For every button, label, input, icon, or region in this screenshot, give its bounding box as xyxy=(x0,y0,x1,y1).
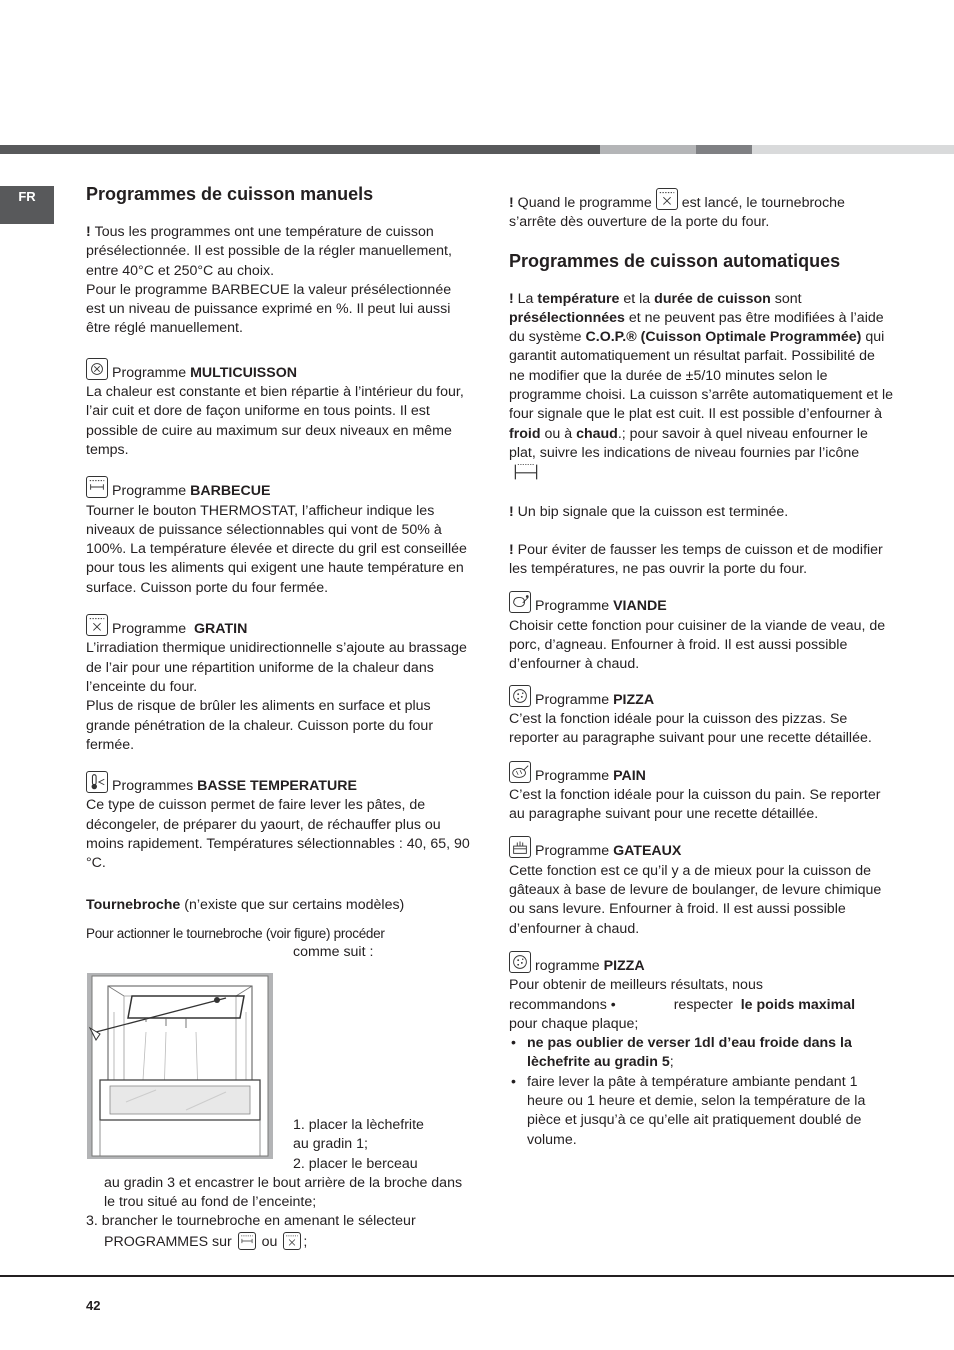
meat-icon xyxy=(509,591,531,613)
program-gateaux: Programme GATEAUX Cette fonction est ce qu’il y a de mieux pour la cuisson de gâteaux à base de levure de boulanger, de levure chimique ou sans levure. Enfourner à froid. Il est aussi possible d’enfourner à chaud. xyxy=(509,836,894,938)
right-column xyxy=(509,188,894,1150)
door-note: ! Pour éviter de fausser les temps de cuisson et de modifier les températures, ne pas ouvrir la porte du four. xyxy=(509,541,883,578)
program-pain: Programme PAIN C’est la fonction idéale pour la cuisson du pain. Se reporter au paragraphe suivant pour une recette détaillée. xyxy=(509,761,894,825)
program-viande: Programme VIANDE Choisir cette fonction pour cuisiner de la viande de veau, de porc, d’agneau. Enfourner à froid. Il est aussi possible d’enfourner à chaud. xyxy=(509,591,894,674)
fan-icon xyxy=(86,358,108,380)
footer-rule xyxy=(0,1275,954,1277)
intro-note-2: Pour le programme BARBECUE la valeur présélectionnée est un niveau de puissance exprimé en %. Il peut lui aussi être réglé manuellement. xyxy=(86,281,452,337)
page-number: 42 xyxy=(86,1298,101,1313)
intro-note: ! Tous les programmes ont une température de cuisson présélectionnée. Il est possible de la régler manuellement, entre 40°C et 250°C au choix. xyxy=(86,224,452,279)
rotisserie-intro-2: comme suit : xyxy=(293,944,374,961)
left-column xyxy=(86,183,471,963)
program-gratin: Programme GRATIN L’irradiation thermique unidirectionnelle s’ajoute au brassage de l’air pour une répartition uniforme de la chaleur dans l’enceinte du four. Plus de risque de brûler les aliments en surface et plus grande pénétration de la chaleur. Cuisson porte du four fermée. xyxy=(86,614,471,755)
rotisserie-title: Tournebroche (n’existe que sur certains modèles) xyxy=(86,896,405,913)
list-item: • faire lever la pâte à température ambiante pendant 1 heure ou 1 heure et demie, selon la température de la pièce et jusqu’à ce qu’elle ait pratiquement doublé de volume. xyxy=(509,1073,894,1150)
grill-fan-icon xyxy=(283,1232,301,1250)
program-basse-temperature: Programmes BASSE TEMPERATURE Ce type de cuisson permet de faire lever les pâtes, de décongeler, de préparer du yaourt, de réchauffer plus ou moins rapidement. Températures sélectionnables : 40, 65, 90 °C. xyxy=(86,771,471,873)
bip-note: ! Un bip signale que la cuisson est terminée. xyxy=(509,503,789,520)
pizza-icon xyxy=(509,951,531,973)
manual-programs-title: Programmes de cuisson manuels xyxy=(86,184,374,204)
auto-programs-title: Programmes de cuisson automatiques xyxy=(509,250,841,271)
rotisserie-door-note: ! Quand le programme est lancé, le tournebroche s’arrête dès ouverture de la porte du four. xyxy=(509,188,894,233)
pizza-icon xyxy=(509,685,531,707)
language-tab: FR xyxy=(0,186,54,224)
program-pizza: Programme PIZZA C’est la fonction idéale pour la cuisson des pizzas. Se reporter au paragraphe suivant pour une recette détaillée. xyxy=(509,685,894,749)
grill-fan-icon xyxy=(86,614,108,636)
rotisserie-intro: Pour actionner le tournebroche (voir figure) procéder xyxy=(86,925,385,941)
program-pizza-2: rogramme PIZZA Pour obtenir de meilleurs résultats, nous recommandons • respecter le poids maximal pour chaque plaque; • ne pas oublier de verser 1dl d’eau froide dans la lèchefrite au gradin 5; • faire lever la pâte à température ambiante pendant 1 heure ou 1 heure et demie, selon la température de la pièce et jusqu’à ce qu’elle ait pratiquement doublé de volume. xyxy=(509,951,894,1150)
list-item: • ne pas oublier de verser 1dl d’eau froide dans la lèchefrite au gradin 5; xyxy=(509,1034,894,1073)
auto-intro: ! La température et la durée de cuisson sont présélectionnées et ne peuvent pas être modifiées à l’aide du système C.O.P.® (Cuisson Optimale Programmée) qui garantit automatiquement un résultat parfait. Possibilité de ne modifier que la durée de ±5/10 minutes selon le programme choisi. La cuisson s’arrête automatiquement et le four signale que le plat est cuit. Il est possible d’enfourner à froid ou à chaud.; pour savoir à quel niveau enfourner le plat, suivre les indications de niveau fournies par l’icône xyxy=(509,290,894,484)
shelf-level-icon xyxy=(511,463,541,481)
rotisserie-steps: 1. placer la lèchefrite au gradin 1; 2. placer le berceau au gradin 3 et encastrer le bout arrière de la broche dans le trou situé au fond de l’enceinte; 3. brancher le tournebroche en amenant le sélecteur PROGRAMMES sur ou ; xyxy=(86,1117,463,1250)
program-barbecue: Programme BARBECUE Tourner le bouton THERMOSTAT, l’afficheur indique les niveaux de puissance sélectionnables qui vont de 50% à 100%. La température élevée et directe du gril est conseillée pour tous les aliments qui exigent une haute température en surface. Cuisson porte du four fermée. xyxy=(86,476,471,598)
program-multicuisson: Programme MULTICUISSON La chaleur est constante et bien répartie à l’intérieur du four, l’air cuit et dore de façon uniforme en tous points. Il est possible de cuire au maximum sur deux niveaux en même temps. xyxy=(86,358,471,460)
grill-icon xyxy=(86,476,108,498)
grill-fan-icon xyxy=(656,188,678,210)
thermometer-icon xyxy=(86,771,108,793)
cake-icon xyxy=(509,836,531,858)
bread-icon xyxy=(509,761,531,783)
grill-icon xyxy=(238,1232,256,1250)
